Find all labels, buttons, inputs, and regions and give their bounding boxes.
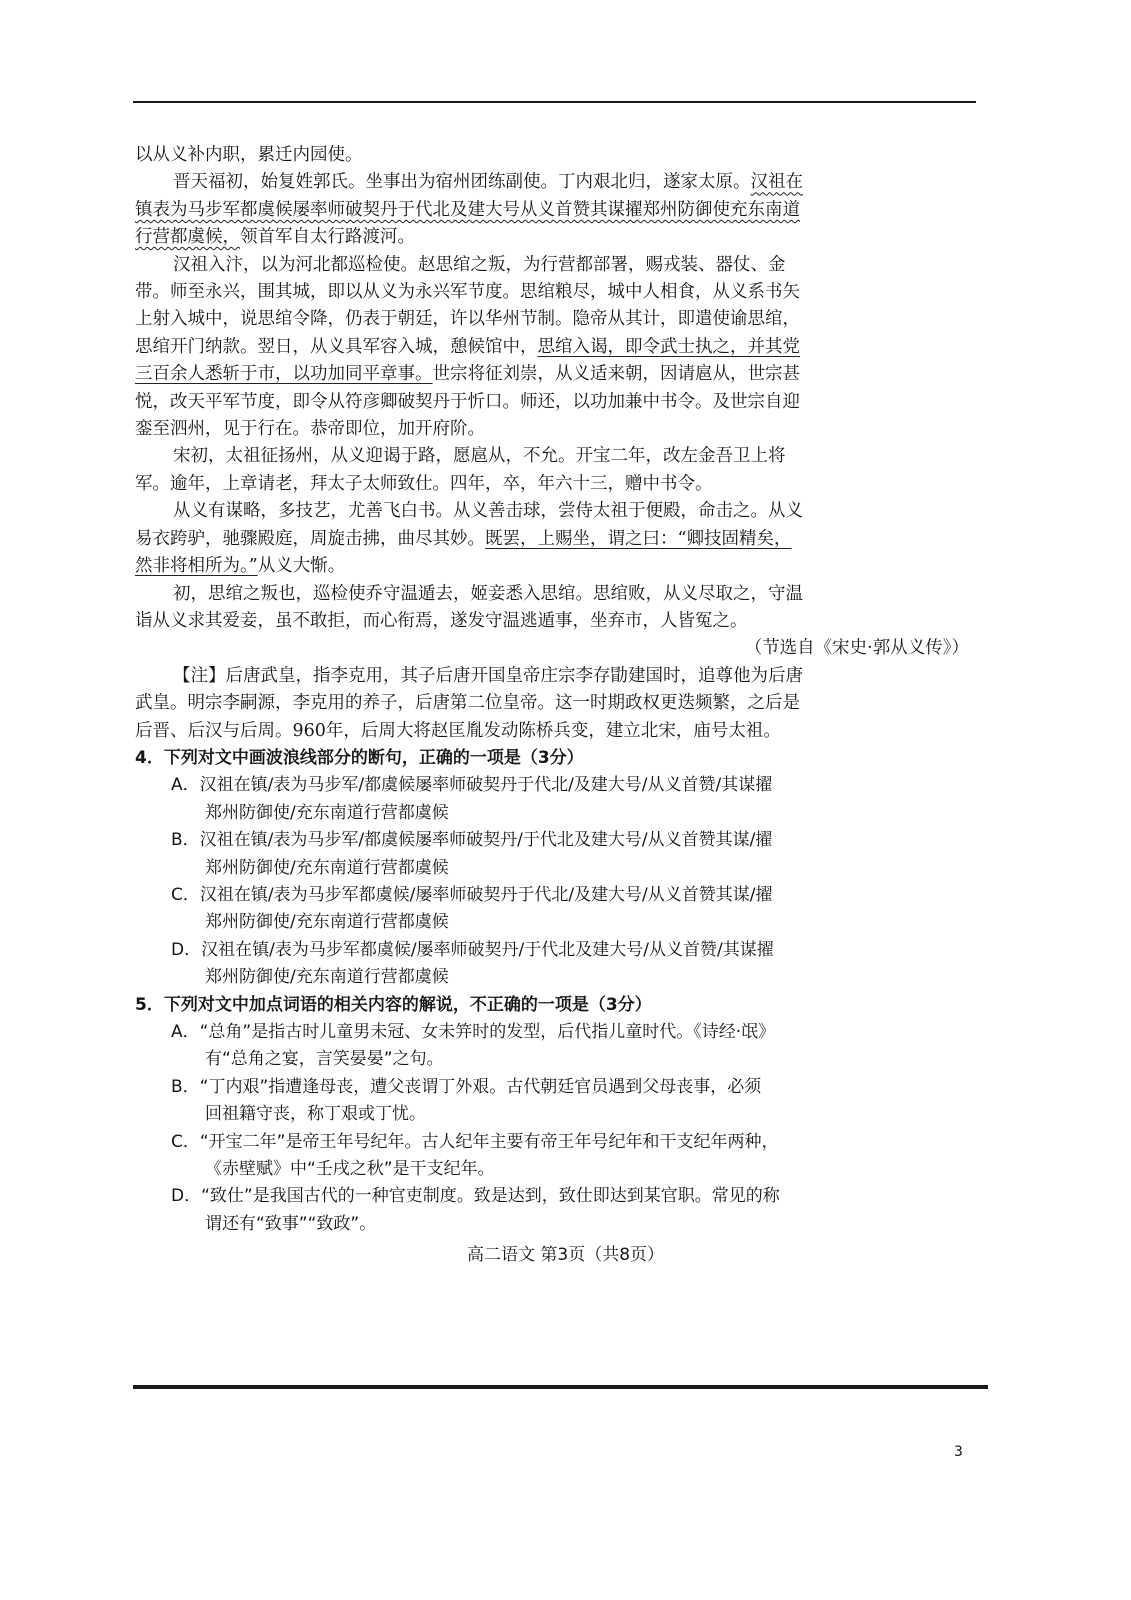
passage-text: 汉祖入汴，以为河北都巡检使。赵思绾之叛，为行营都部署，赐戎装、器仗、金: [173, 254, 786, 275]
question-stem: 4．下列对文中画波浪线部分的断句，正确的一项是（3分）: [135, 747, 584, 768]
passage-text: 宋初，太祖征扬州，从义迎谒于路，愿扈从，不允。开宝二年，改左金吾卫上将: [173, 446, 786, 467]
option-c[interactable]: C．汉祖在镇/表为马步军都虞候/屡率师破契丹于代北/及建大号/从义首赞其谋/擢: [171, 884, 773, 905]
option-d-continued: 郑州防御使/充东南道行营都虞候: [205, 967, 449, 988]
option-b[interactable]: B．汉祖在镇/表为马步军/都虞候屡率师破契丹/于代北及建大号/从义首赞其谋/擢: [171, 830, 773, 851]
top-rule: [133, 101, 976, 103]
passage-source: [135, 635, 975, 662]
option-a-continued: 郑州防御使/充东南道行营都虞候: [205, 802, 449, 823]
passage-line: [135, 553, 975, 580]
passage-line: [135, 443, 975, 470]
page-number: 3: [954, 1444, 963, 1460]
passage-text: 銮至泗州，见于行在。恭帝即位，加开府阶。: [135, 419, 485, 440]
passage-line: [135, 361, 975, 388]
option-a-continued: 有“总角之宴，言笑晏晏”之句。: [205, 1049, 444, 1070]
passage-line: [135, 224, 975, 251]
passage-text: 晋天福初，始复姓郭氏。坐事出为宿州团练副使。丁内艰北归，遂家太原。: [173, 172, 751, 193]
passage-line: [135, 581, 975, 608]
wavy-underlined-text: 镇表为马步军都虞候屡率师破契丹于代北及建大号从义首赞其谋擢郑州防御使充东南道: [135, 199, 800, 220]
passage-text: 思绾开门纳款。翌日，从义具军容入城，憩候馆中，: [135, 336, 538, 357]
passage-text: 世宗将征刘崇，从义适来朝，因请扈从，世宗甚: [432, 364, 800, 385]
passage-text: 上射入城中，说思绾令降，仍表于朝廷，许以华州节制。隐帝从其计，即遣使谕思绾，: [135, 309, 800, 330]
option-b-continued: 郑州防御使/充东南道行营都虞候: [205, 857, 449, 878]
note-text: 后晋、后汉与后周。960年，后周大将赵匡胤发动陈桥兵变，建立北宋，庙号太祖。: [135, 720, 781, 741]
passage-line: [135, 471, 975, 498]
passage-text: 带。师至永兴，围其城，即以从义为永兴军节度。思绾粮尽，城中人相食，从义系书矢: [135, 282, 800, 303]
passage-line: [135, 608, 975, 635]
option-a[interactable]: A．汉祖在镇/表为马步军/都虞候屡率师破契丹于代北/及建大号/从义首赞/其谋擢: [171, 775, 773, 796]
note-line: [135, 718, 975, 745]
option-c[interactable]: C．“开宝二年”是帝王年号纪年。古人纪年主要有帝王年号纪年和干支纪年两种，: [171, 1131, 779, 1152]
question-stem: 5．下列对文中加点词语的相关内容的解说，不正确的一项是（3分）: [135, 994, 652, 1015]
exam-content: [135, 142, 975, 1238]
underlined-text: 思绾入谒，即令武士执之，并其党: [537, 336, 800, 357]
passage-line: [135, 526, 975, 553]
option-c-continued: 《赤壁赋》中“壬戌之秋”是干支纪年。: [205, 1159, 495, 1180]
passage-text: 诣从义求其爱妾，虽不敢拒，而心衔焉，遂发守温逃遁事，坐弃市，人皆冤之。: [135, 610, 748, 631]
passage-line: [135, 389, 975, 416]
option-d-continued: 谓还有“致事”“致政”。: [205, 1213, 377, 1234]
wavy-underlined-text: 汉祖在: [750, 172, 803, 193]
underlined-text: 三百余人悉斩于市，以功加同平章事。: [135, 364, 433, 385]
passage-text: 从义大惭。: [257, 556, 346, 577]
option-d[interactable]: D．汉祖在镇/表为马步军都虞候/屡率师破契丹/于代北及建大号/从义首赞/其谋擢: [171, 939, 774, 960]
passage-line: [135, 306, 975, 333]
note-text: 武皇。明宗李嗣源，李克用的养子，后唐第二位皇帝。这一时期政权更迭频繁，之后是: [135, 693, 800, 714]
underlined-text: 然非将相所为。”: [135, 556, 258, 577]
note-line: [135, 690, 975, 717]
passage-text: 易衣跨驴，驰骤殿庭，周旋击拂，曲尽其妙。: [135, 528, 485, 549]
source-text: （节选自《宋史·郭从义传》）: [744, 638, 969, 659]
passage-line: [135, 498, 975, 525]
passage-line: [135, 416, 975, 443]
passage-text: 初，思绾之叛也，巡检使乔守温遁去，姬妾悉入思绾。思绾败，从义尽取之，守温: [173, 583, 803, 604]
passage-line: [135, 334, 975, 361]
passage-line: [135, 279, 975, 306]
bottom-rule: [133, 1385, 988, 1389]
option-b[interactable]: B．“丁内艰”指遭逢母丧，遭父丧谓丁外艰。古代朝廷官员遇到父母丧事，必须: [171, 1076, 762, 1097]
passage-line: [135, 142, 975, 169]
passage-text: 以从义补内职，累迁内园使。: [135, 145, 363, 165]
passage-text: 军。逾年，上章请老，拜太子太师致仕。四年，卒，年六十三，赠中书令。: [135, 473, 713, 494]
note-text: 【注】后唐武皇，指李克用，其子后唐开国皇帝庄宗李存勖建国时，追尊他为后唐: [173, 665, 803, 686]
question-4: [135, 745, 975, 992]
passage-line: [135, 197, 975, 224]
option-a[interactable]: A．“总角”是指古时儿童男未冠、女未笄时的发型，后代指儿童时代。《诗经·氓》: [171, 1022, 776, 1042]
option-b-continued: 回祖籍守丧，称丁艰或丁忧。: [205, 1104, 426, 1125]
classical-passage: [135, 142, 975, 663]
passage-line: [135, 252, 975, 279]
annotation-note: [135, 663, 975, 745]
passage-text: 领首军自太行路渡河。: [240, 227, 415, 248]
option-d[interactable]: D．“致仕”是我国古代的一种官吏制度。致是达到，致仕即达到某官职。常见的称: [171, 1186, 780, 1207]
underlined-text: 既罢，上赐坐，谓之曰：“卿技固精矣，: [485, 528, 792, 549]
option-c-continued: 郑州防御使/充东南道行营都虞候: [205, 912, 449, 933]
note-line: [135, 663, 975, 690]
wavy-underlined-text: 行营都虞候，: [135, 227, 240, 248]
passage-line: [135, 169, 975, 196]
page-footer-title: 高二语文 第3页（共8页）: [466, 1245, 665, 1265]
passage-text: 悦，改天平军节度，即令从符彦卿破契丹于忻口。师还，以功加兼中书令。及世宗自迎: [135, 391, 800, 412]
passage-text: 从义有谋略，多技艺，尤善飞白书。从义善击球，尝侍太祖于便殿，命击之。从义: [173, 501, 803, 522]
question-5: [135, 992, 975, 1239]
